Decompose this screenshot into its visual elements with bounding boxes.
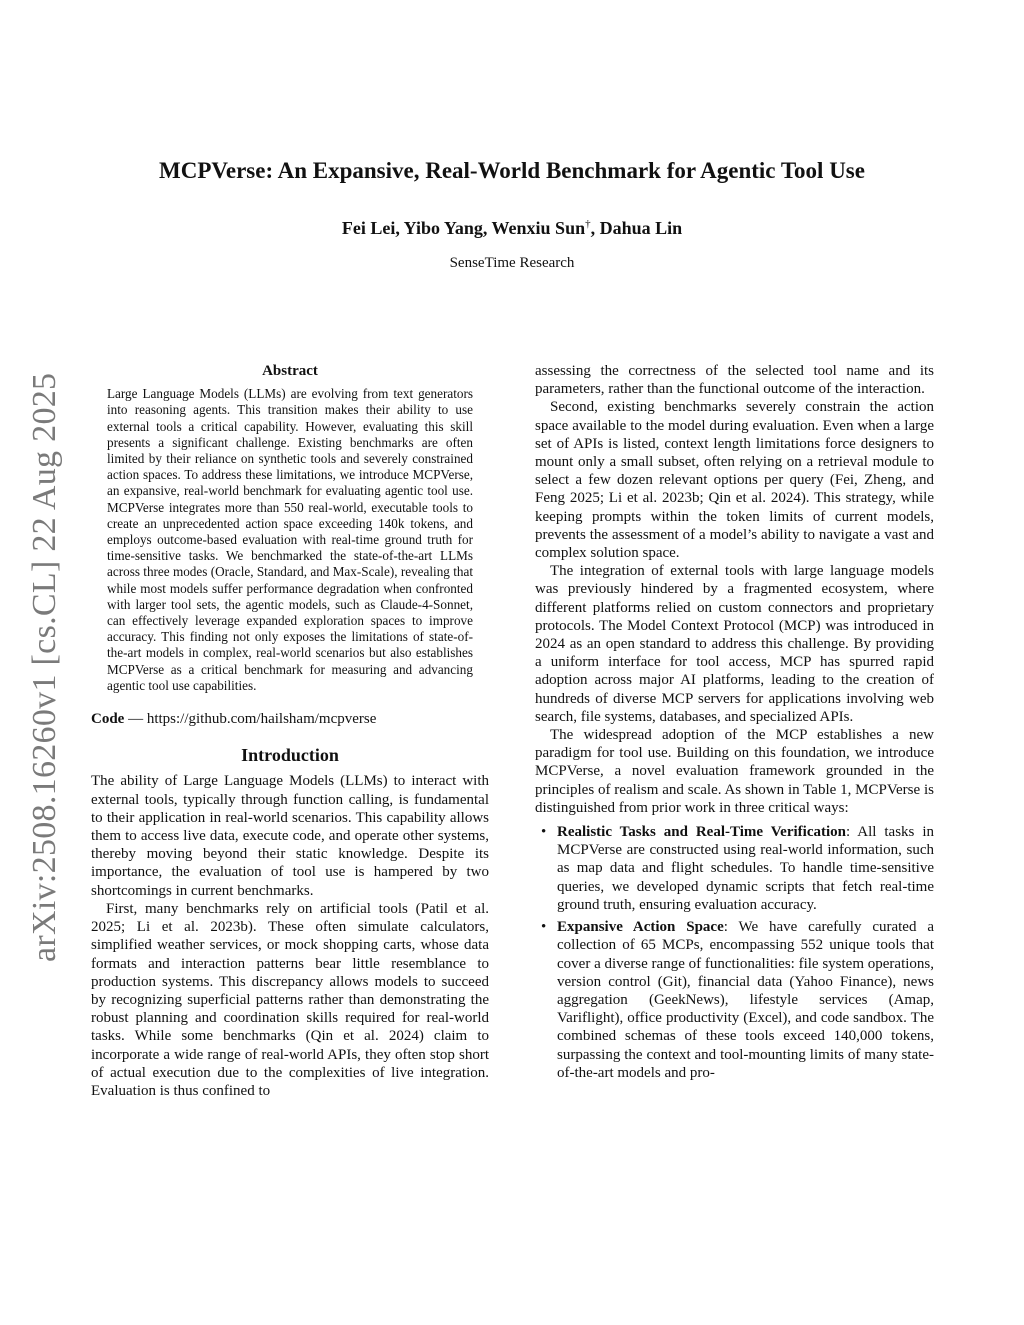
intro-paragraph: The ability of Large Language Models (LLMs) to interact with external tools, typically through function calling, is fundamental to their application in real-world scenarios. This capability allows them to access live data, execute code, and operate other systems, thereby moving beyond their static knowledge. Despite its importance, the evaluation of tool use is hampered by two shortcomings in current benchmarks. xyxy=(91,773,489,899)
code-separator: — xyxy=(124,711,147,728)
bullet-heading: Realistic Tasks and Real-Time Verification xyxy=(557,824,846,841)
paper-title: MCPVerse: An Expansive, Real-World Benchmark for Agentic Tool Use xyxy=(159,158,865,183)
bullet-text: : All tasks in MCPVerse are constructed using real-world information, such as map data and flight schedules. To handle time-sensitive queries, we developed dynamic scripts that fetch real-time ground truth, ensuring evaluation accuracy. xyxy=(557,824,934,913)
body-paragraph: The integration of external tools with large language models was previously hindered by a fragmented ecosystem, where different platforms relied on custom connectors and proprietary protocols. The Model Context Protocol (MCP) was introduced in 2024 as an open standard to address this challenge. By providing a uniform interface for tool access, MCP has spurred rapid adoption across major AI platforms, leading to the creation of hundreds of diverse MCP servers for applications involving web search, file systems, databases, and specialized APIs. xyxy=(535,563,934,725)
list-item xyxy=(535,918,934,1082)
abstract-heading: Abstract xyxy=(262,363,318,379)
introduction-heading: Introduction xyxy=(241,745,339,766)
body-paragraph: Second, existing benchmarks severely constrain the action space available to the model during evaluation. Even when a large set of APIs is listed, context length limitations force designers to mount only a small subset, often relying on a retrieval module to select a few dozen relevant options per query (Fei, Zheng, and Feng 2025; Li et al. 2023b; Qin et al. 2024). This strategy, while keeping prompts within the token limits of current models, prevents the assessment of a model’s ability to navigate a vast and complex solution space. xyxy=(535,399,934,562)
affiliation: SenseTime Research xyxy=(449,255,575,271)
intro-paragraph: First, many benchmarks rely on artificial tools (Patil et al. 2025; Li et al. 2023b). These often simulate calculators, simplified weather services, or mock shopping carts, whose data formats and interaction patterns bear little resemblance to production systems. This discrepancy allows models to succeed by recognizing superficial patterns rather than demonstrating the robust planning and coordination skills required for real-world tasks. While some benchmarks (Qin et al. 2024) claim to incorporate a wide range of real-world APIs, they often stop short of actual execution due to the complexities of live integration. Evaluation is thus confined to xyxy=(91,900,489,1099)
code-url-link[interactable]: https://github.com/hailsham/mcpverse xyxy=(146,711,377,728)
left-column xyxy=(91,362,489,1100)
code-label: Code xyxy=(91,711,125,728)
author-names: Fei Lei, Yibo Yang, Wenxiu Sun xyxy=(341,218,586,238)
abstract-text: Large Language Models (LLMs) are evolving from text generators into reasoning agents. This transition makes their ability to use external tools a critical capability. However, evaluating this skill presents a significant challenge. Existing benchmarks are often limited by their reliance on synthetic tools and severely constrained action spaces. To address these limitations, we introduce MCPVerse, an expansive, real-world benchmark for evaluating agentic tool use. MCPVerse integrates more than 550 real-world, executable tools to create an unprecedented action space exceeding 140k tokens, and employs outcome-based evaluation with real-time ground truth for time-sensitive tasks. We benchmarked the state-of-the-art LLMs across three modes (Oracle, Standard, and Max-Scale), revealing that while most models suffer performance degradation when confronted with larger tool sets, the agentic models, such as Claude-4-Sonnet, can effectively leverage expanded exploration spaces to improve accuracy. This finding not only exposes the limitations of state-of-the-art models in complex, real-world scenarios but also establishes MCPVerse as a critical benchmark for measuring and advancing agentic tool use capabilities. xyxy=(107,386,473,693)
body-paragraph: assessing the correctness of the selected tool name and its parameters, rather than the functional outcome of the interaction. xyxy=(535,363,934,398)
body-paragraph: The widespread adoption of the MCP establishes a new paradigm for tool use. Building on this foundation, we introduce MCPVerse, a novel evaluation framework grounded in the principles of realism and scale. As shown in Table 1, MCPVerse is distinguished from prior work in three critical ways: xyxy=(535,727,934,816)
arxiv-identifier: arXiv:2508.16260v1 [cs.CL] 22 Aug 2025 xyxy=(26,372,63,962)
author-list xyxy=(0,218,1024,239)
code-link-line xyxy=(91,710,489,728)
right-column xyxy=(535,362,934,1086)
list-item xyxy=(535,823,934,914)
bullet-text: : We have carefully curated a collection of 65 MCPs, encompassing 552 unique tools that cover a diverse range of functionalities: file system operations, version control (Git), financial data (Yahoo Finance), news aggregation (GeekNews), lifestyle services (Amap, Variflight), office productivity (Excel), and code sandbox. The combined schemas of these tools exceed 140,000 tokens, surpassing the context and tool-mounting limits of many state-of-the-art models and pro- xyxy=(557,919,934,1081)
contribution-list xyxy=(535,823,934,1082)
bullet-heading: Expansive Action Space xyxy=(557,919,724,936)
author-names-last: , Dahua Lin xyxy=(590,218,683,238)
corresponding-author-mark: † xyxy=(585,218,591,230)
